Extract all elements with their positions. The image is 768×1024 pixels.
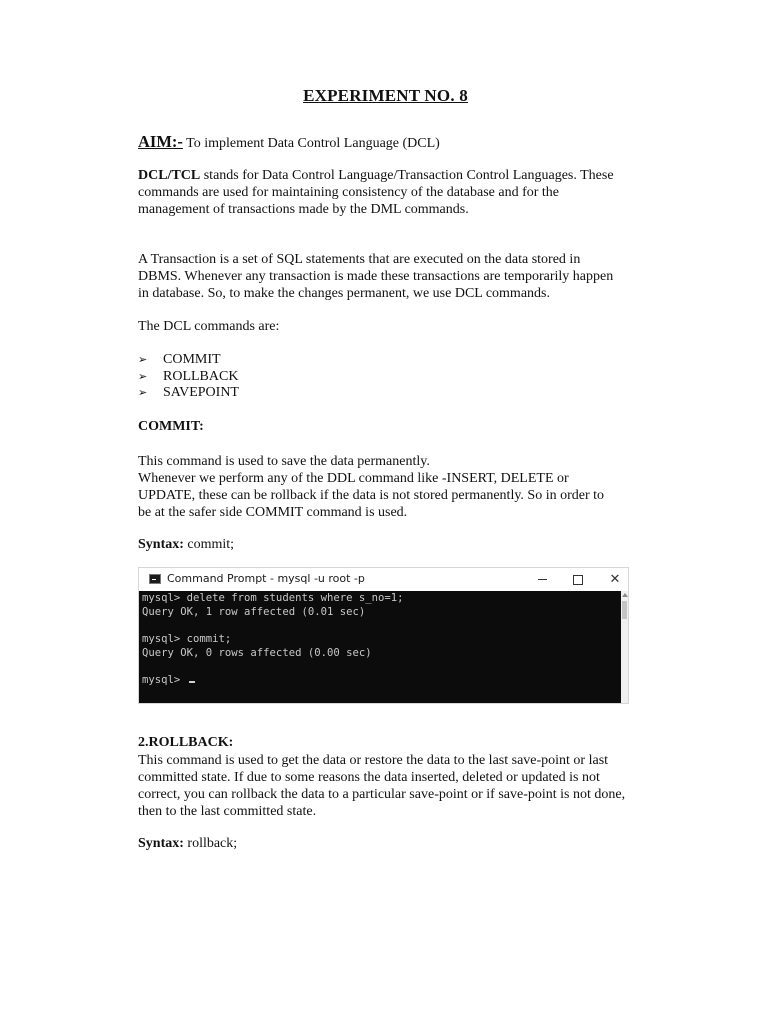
- terminal-line: Query OK, 0 rows affected (0.00 sec): [142, 647, 372, 659]
- maximize-button[interactable]: [563, 568, 593, 591]
- rollback-syntax: [138, 836, 237, 852]
- syntax-label: Syntax:: [138, 537, 184, 552]
- terminal-scrollbar[interactable]: [621, 591, 628, 703]
- dcl-list-intro: The DCL commands are:: [138, 319, 280, 334]
- close-button[interactable]: [600, 568, 630, 591]
- dcl-command-list: [138, 352, 239, 402]
- aim-text: To implement Data Control Language (DCL): [182, 136, 440, 151]
- arrow-bullet-icon: ➢: [138, 353, 148, 366]
- window-titlebar: [139, 568, 628, 591]
- aim-label: AIM:-: [138, 132, 183, 151]
- terminal-line: Query OK, 1 row affected (0.01 sec): [142, 606, 366, 618]
- syntax-label: Syntax:: [138, 836, 184, 851]
- intro-line: commands are used for maintaining consistency of the database and for the: [138, 185, 560, 200]
- list-item: ➢ ROLLBACK: [138, 368, 239, 384]
- arrow-bullet-icon: ➢: [138, 386, 148, 399]
- list-item: ➢ SAVEPOINT: [138, 385, 239, 400]
- transaction-line: in database. So, to make the changes permanent, we use DCL commands.: [138, 286, 550, 301]
- transaction-line: A Transaction is a set of SQL statements that are executed on the data stored in: [138, 252, 581, 267]
- transaction-line: DBMS. Whenever any transaction is made these transactions are temporarily happen: [138, 269, 614, 284]
- scrollbar-thumb[interactable]: [622, 601, 627, 619]
- syntax-value: commit;: [183, 537, 235, 552]
- scroll-up-arrow-icon[interactable]: [622, 593, 628, 597]
- rollback-heading: 2.ROLLBACK:: [138, 735, 234, 750]
- cursor-icon: [189, 681, 195, 683]
- commit-line: be at the safer side COMMIT command is used.: [138, 505, 408, 520]
- rollback-line: correct, you can rollback the data to a particular save-point or if save-point is not done,: [138, 787, 626, 802]
- intro-paragraph: [138, 167, 633, 218]
- minimize-icon: [538, 579, 547, 580]
- terminal-line: mysql> delete from students where s_no=1;: [142, 592, 404, 604]
- close-icon: ✕: [609, 572, 621, 587]
- window-title: Command Prompt - mysql -u root -p: [167, 572, 365, 585]
- commit-line: This command is used to save the data permanently.: [138, 454, 430, 469]
- arrow-bullet-icon: ➢: [138, 369, 148, 383]
- intro-line: DCL/TCL stands for Data Control Language/Transaction Control Languages. These: [138, 168, 614, 183]
- commit-line: Whenever we perform any of the DDL command like -INSERT, DELETE or: [138, 471, 569, 486]
- rollback-line: This command is used to get the data or restore the data to the last save-point or last: [138, 753, 609, 768]
- commit-line: UPDATE, these can be rollback if the data is not stored permanently. So in order to: [138, 488, 605, 503]
- terminal-line: mysql> commit;: [142, 633, 232, 645]
- commit-syntax: [138, 537, 234, 553]
- commit-paragraph: [138, 453, 633, 521]
- rollback-paragraph: [138, 752, 633, 820]
- transaction-paragraph: [138, 251, 633, 302]
- terminal-prompt-line: mysql>: [142, 674, 195, 686]
- rollback-line: then to the last committed state.: [138, 804, 317, 819]
- list-item: ➢ COMMIT: [138, 352, 221, 367]
- terminal-output[interactable]: [139, 591, 621, 703]
- page-title: EXPERIMENT NO. 8: [303, 86, 468, 105]
- intro-line: management of transactions made by the DML commands.: [138, 202, 469, 217]
- intro-term: DCL/TCL: [138, 168, 201, 183]
- minimize-button[interactable]: [527, 568, 557, 591]
- aim-line: [138, 132, 440, 152]
- syntax-value: rollback;: [183, 836, 238, 851]
- maximize-icon: [573, 575, 583, 585]
- command-prompt-icon: [149, 574, 161, 584]
- commit-heading: COMMIT:: [138, 419, 204, 434]
- command-prompt-window: [138, 567, 629, 704]
- rollback-line: committed state. If due to some reasons the data inserted, deleted or updated is not: [138, 770, 600, 785]
